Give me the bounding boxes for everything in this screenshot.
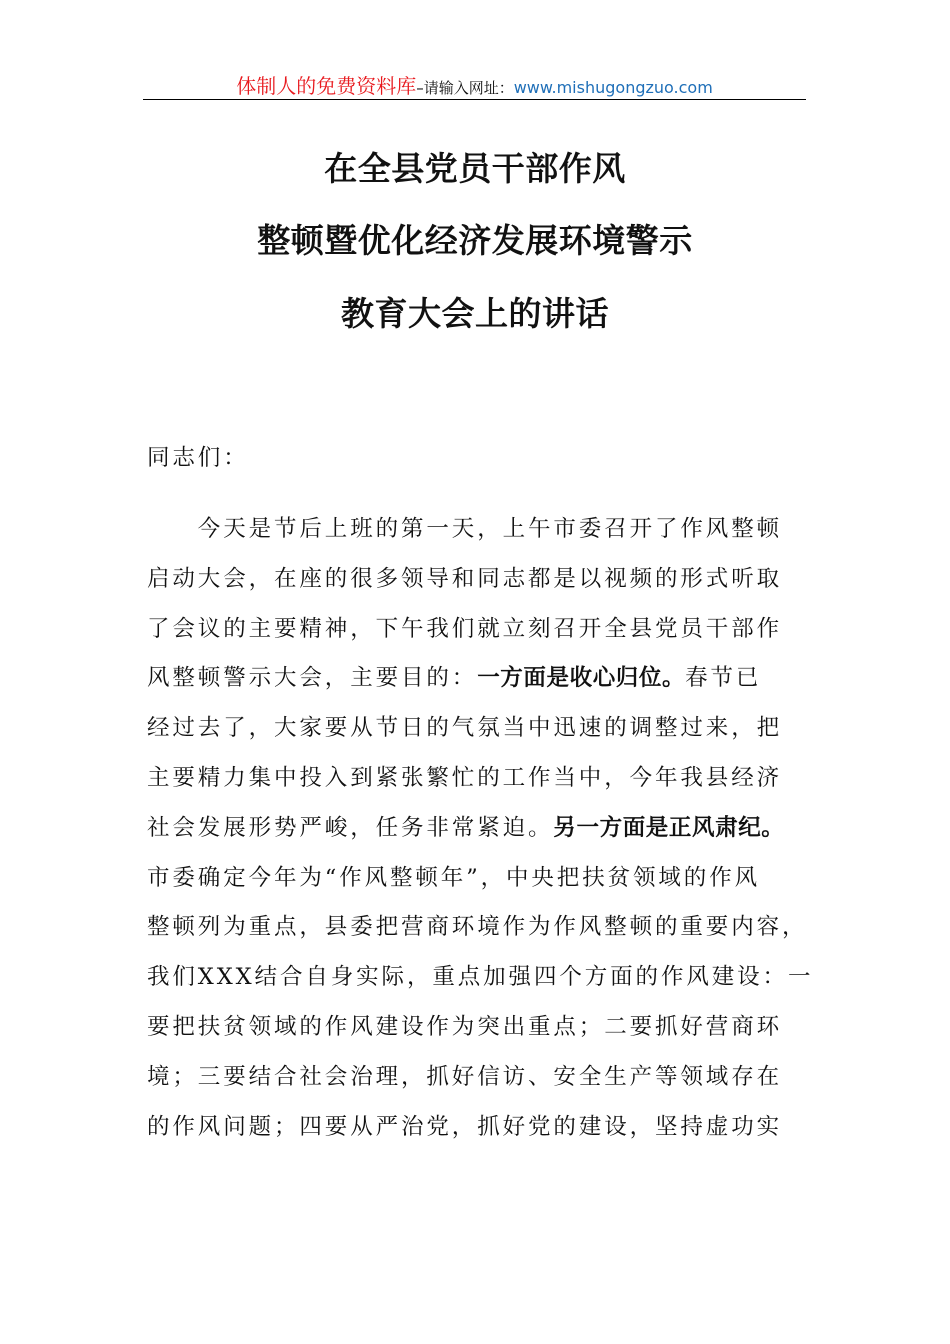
bold-text: 一方面是收心归位。	[477, 665, 686, 692]
text: 要把扶贫领域的作风建设作为突出重点；二要抓好营商环	[147, 1014, 783, 1040]
text: 市委确定今年为“作风整顿年”，中央把扶贫领域的作风	[147, 864, 761, 891]
text: 启动大会，在座的很多领导和同志都是以视频的形式听取	[147, 565, 783, 592]
body-line	[147, 564, 782, 594]
body-line	[147, 962, 813, 992]
body-line	[147, 663, 761, 693]
body-line	[147, 763, 782, 793]
body-line	[147, 713, 782, 743]
text: 了会议的主要精神，下午我们就立刻召开全县党员干部作	[147, 615, 783, 642]
page-header	[143, 70, 806, 100]
header-prompt: –请输入网址：	[416, 79, 514, 97]
bold-text: 另一方面是正风肃纪。	[553, 814, 785, 841]
body-line	[147, 1062, 782, 1092]
text: 境；三要结合社会治理，抓好信访、安全生产等领域存在	[147, 1063, 783, 1090]
text: 风整顿警示大会，主要目的：	[147, 665, 478, 692]
text: 我们XXX结合自身实际，重点加强四个方面的作风建设：一	[147, 964, 814, 991]
text: 经过去了，大家要从节日的气氛当中迅速的调整过来，把	[147, 715, 783, 742]
body-line	[147, 1012, 782, 1042]
text: 今天是节后上班的第一天，上午市委召开了作风整顿	[147, 516, 783, 542]
text: 整顿列为重点，县委把营商环境作为作风整顿的重要内容，	[147, 914, 808, 941]
title-line-3: 教育大会上的讲话	[341, 294, 609, 333]
body-line	[147, 614, 782, 644]
body-line	[147, 863, 760, 893]
header-brand: 体制人的免费资料库	[236, 74, 417, 98]
header-url[interactable]: www.mishugongzuo.com	[513, 78, 713, 97]
title-line-2: 整顿暨优化经济发展环境警示	[257, 221, 693, 260]
text: 社会发展形势严峻，任务非常紧迫。	[147, 814, 554, 841]
text: 的作风问题；四要从严治党，抓好党的建设，坚持虚功实	[147, 1113, 783, 1140]
salutation: 同志们：	[147, 445, 249, 471]
body-line	[147, 1112, 782, 1142]
body-line	[147, 813, 784, 843]
text: 主要精力集中投入到紧张繁忙的工作当中，今年我县经济	[147, 765, 783, 791]
title-line-1: 在全县党员干部作风	[324, 149, 626, 188]
body-line	[147, 912, 807, 942]
body-line	[147, 514, 782, 544]
text: 春节已	[685, 665, 762, 692]
